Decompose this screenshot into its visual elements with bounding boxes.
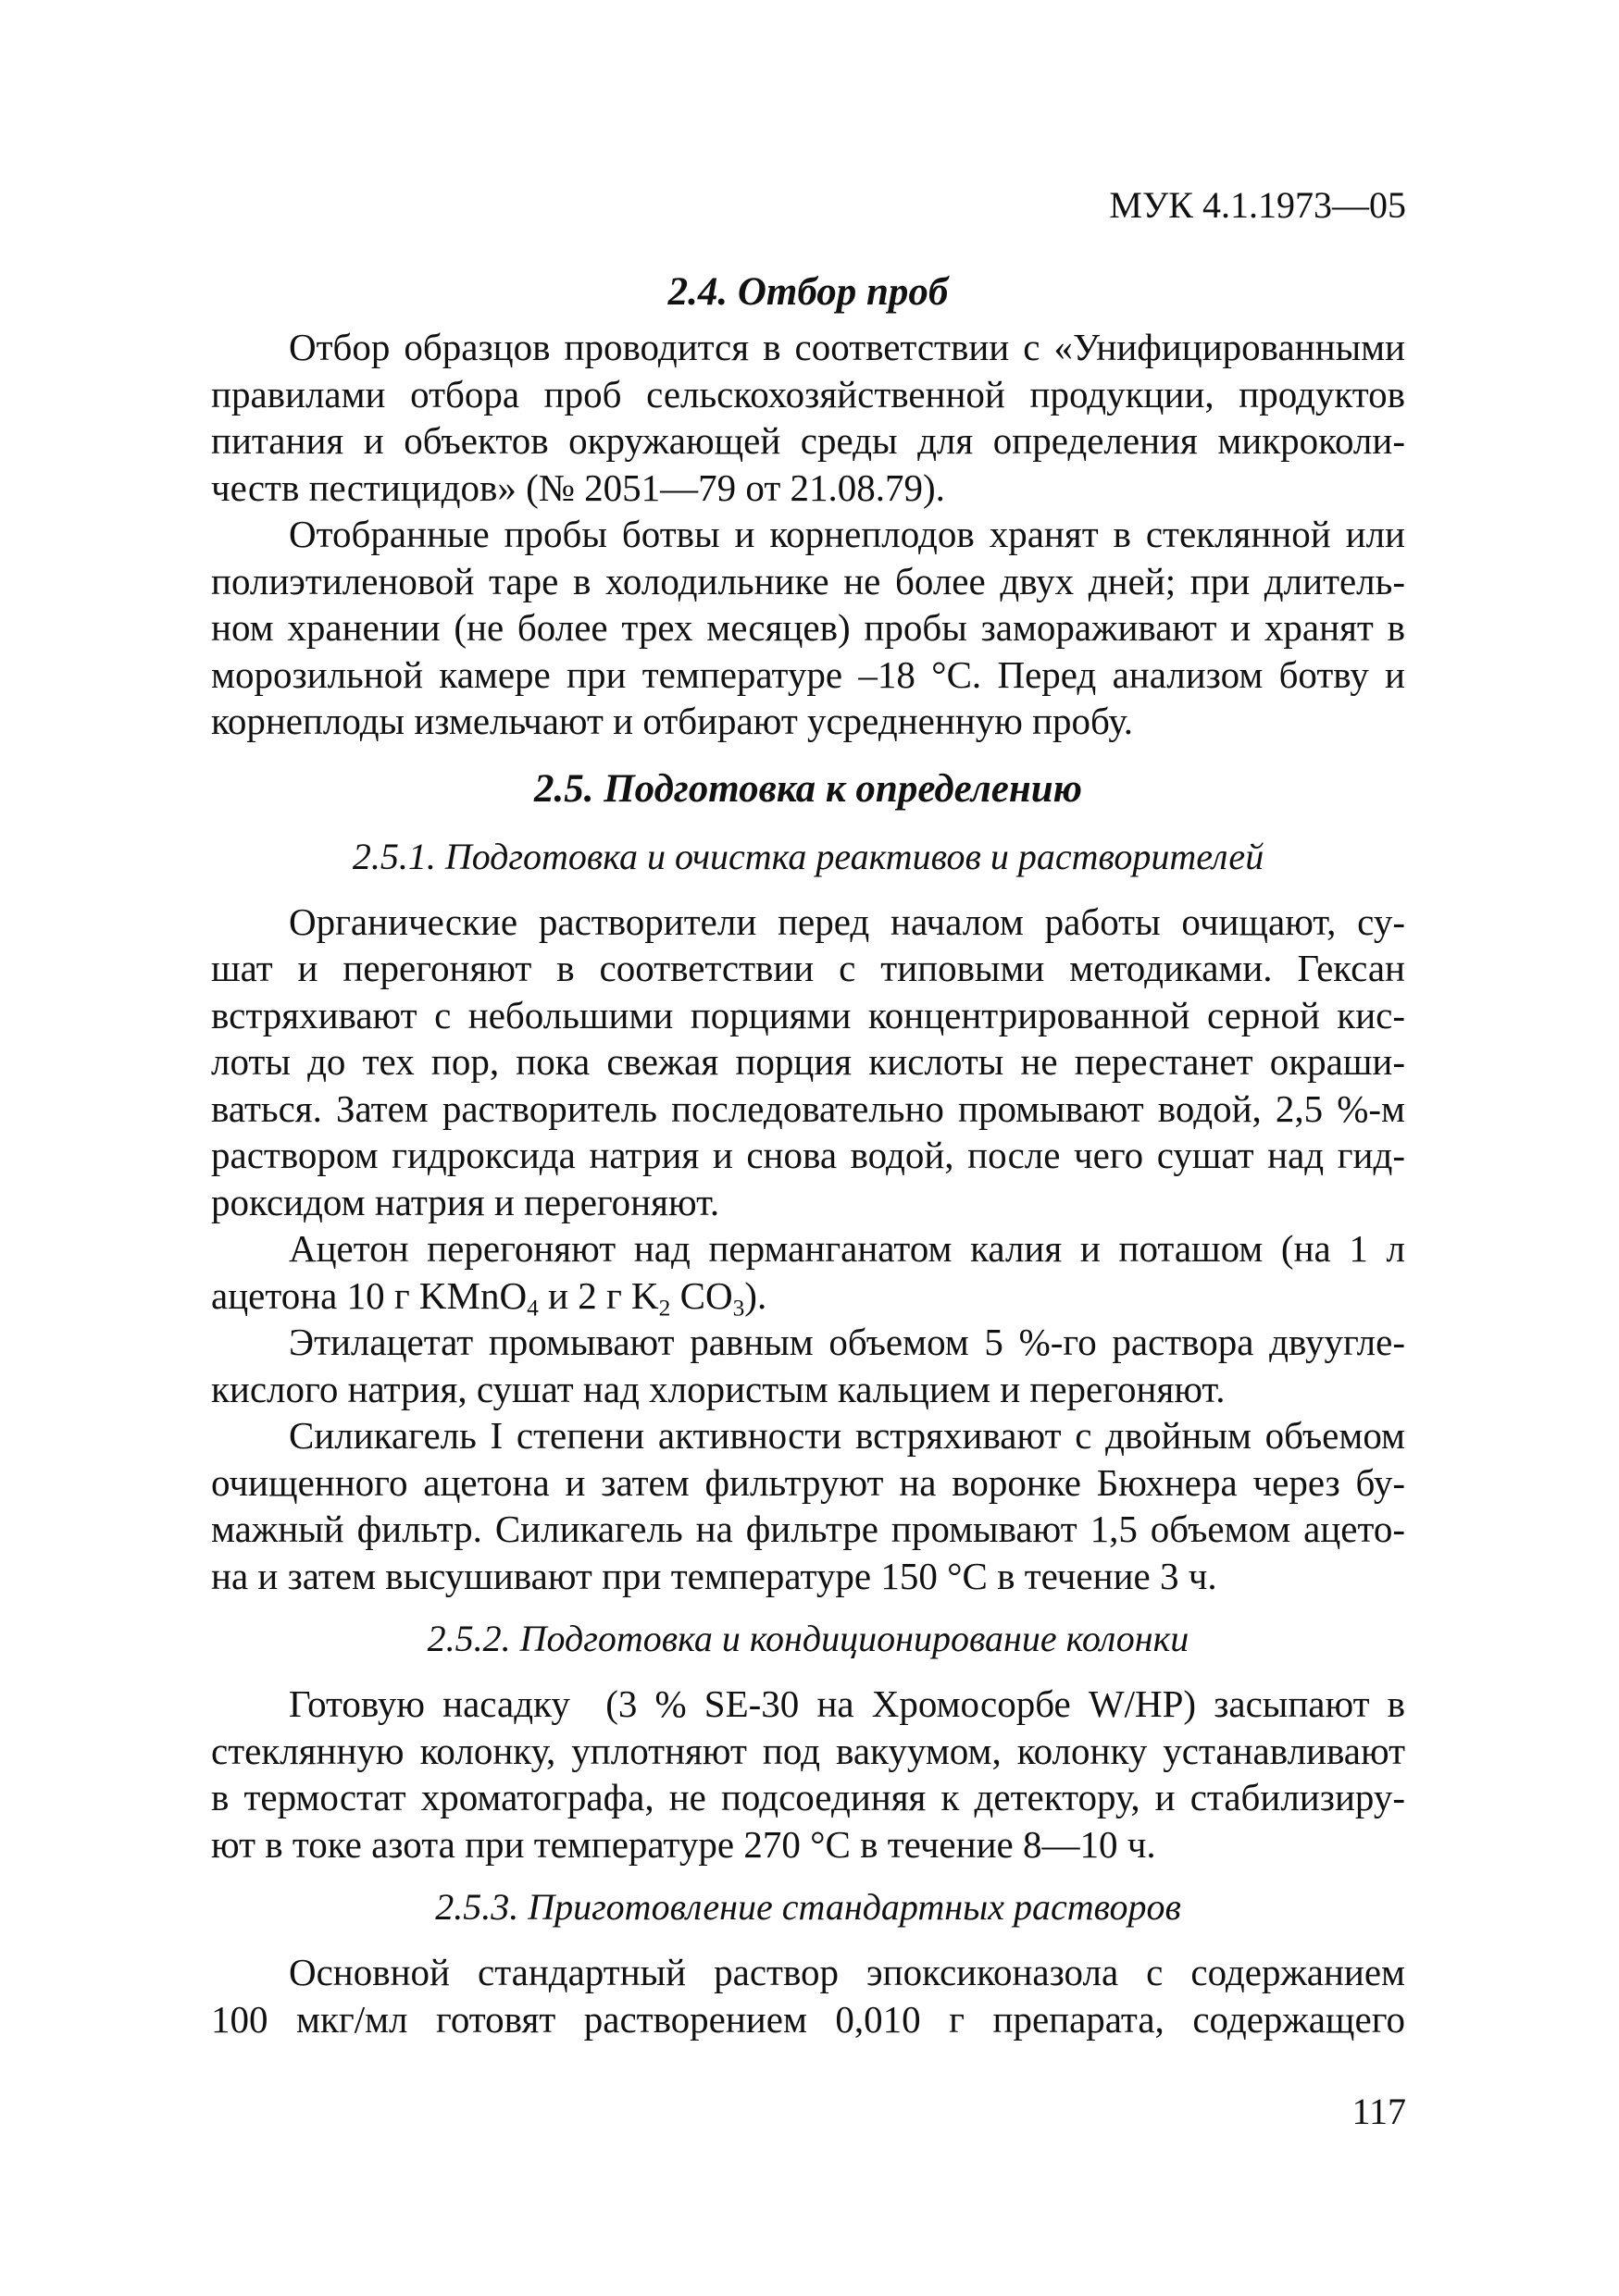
subsection-2-5-1-paragraph-2 — [211, 1225, 1405, 1322]
subsection-2-5-1-title: 2.5.1. Подготовка и очистка реактивов и растворителей — [352, 835, 1264, 877]
section-2-4-title: 2.4. Отбор проб — [667, 270, 949, 314]
text-line: Этилацетат промывают равным объемом 5 %-го раствора двуугле- — [289, 1321, 1405, 1363]
subsection-2-5-2-title: 2.5.2. Подготовка и кондиционирование колонки — [427, 1618, 1189, 1659]
text-line: полиэтиленовой таре в холодильнике не более двух дней; при длитель- — [211, 559, 1405, 602]
text-line: питания и объектов окружающей среды для определения микроколи- — [211, 419, 1405, 462]
section-2-5-title: 2.5. Подготовка к определению — [533, 766, 1083, 811]
subscript: 4 — [527, 1295, 539, 1322]
text-line: корнеплоды измельчают и отбирают усредненную пробу. — [211, 700, 1133, 742]
subsection-2-5-1-paragraph-3 — [211, 1319, 1405, 1412]
text-run: ). — [744, 1273, 767, 1317]
subsection-2-5-3-paragraph-1 — [211, 1949, 1405, 2042]
subsection-2-5-3-title: 2.5.3. Приготовление стандартных растворов — [435, 1886, 1181, 1928]
text-line: морозильной камере при температуре –18 °С. Перед анализом ботву и — [211, 652, 1405, 696]
text-line: шат и перегоняют в соответствии с типовыми методиками. Гексан — [211, 947, 1405, 989]
text-run: и 2 г K — [538, 1273, 659, 1317]
text-line: ваться. Затем растворитель последовательно промывают водой, 2,5 %-м — [211, 1086, 1405, 1130]
text-line: встряхивают с небольшими порциями концентрированной серной кис- — [211, 993, 1405, 1036]
text-run: CO — [670, 1273, 733, 1317]
text-line: Основной стандартный раствор эпоксиконазола с содержанием — [289, 1951, 1405, 1993]
page-number: 117 — [1351, 2091, 1406, 2132]
section-2-4-paragraph-2 — [211, 511, 1405, 745]
subsection-2-5-2-paragraph-1 — [211, 1681, 1405, 1868]
text-line: Органические растворители перед началом работы очищают, су- — [289, 900, 1405, 943]
text-line: на и затем высушивают при температуре 150 °С в течение 3 ч. — [211, 1554, 1217, 1597]
text-line: Силикагель I степени активности встряхивают с двойным объемом — [289, 1414, 1405, 1457]
text-line: Готовую насадку (3 % SE-30 на Хромосорбе W/HP) засыпают в — [289, 1682, 1405, 1725]
formula-line — [211, 1272, 1405, 1320]
text-line: ном хранении (не более трех месяцев) пробы замораживают и хранят в — [211, 606, 1405, 649]
subsection-2-5-1-paragraph-1 — [211, 899, 1405, 1226]
document-code: МУК 4.1.1973—05 — [1109, 184, 1406, 226]
text-line: правилами отбора проб сельскохозяйственной продукции, продуктов — [211, 372, 1405, 416]
text-line: раствором гидроксида натрия и снова водой, после чего сушат над гид- — [211, 1134, 1405, 1176]
text-line: очищенного ацетона и затем фильтруют на воронке Бюхнера через бу- — [211, 1460, 1405, 1504]
text-run: ацетона 10 г KMnO — [211, 1273, 528, 1317]
text-line: стеклянную колонку, уплотняют под вакуумом, колонку устанавливают — [211, 1729, 1405, 1772]
text-line: ют в токе азота при температуре 270 °С в течение 8—10 ч. — [211, 1822, 1156, 1866]
text-line: в термостат хроматографа, не подсоединяя к детектору, и стабилизиру- — [211, 1776, 1405, 1818]
text-line: кислого натрия, сушат над хлористым кальцием и перегоняют. — [211, 1367, 1226, 1410]
subsection-2-5-1-paragraph-4 — [211, 1412, 1405, 1599]
text-line: Ацетон перегоняют над перманганатом калия и поташом (на 1 л — [289, 1227, 1405, 1270]
text-line: 100 мкг/мл готовят растворением 0,010 г препарата, содержащего — [211, 1997, 1405, 2041]
section-2-4-paragraph-1 — [211, 324, 1405, 511]
page-content — [211, 268, 1405, 2042]
text-line: Отобранные пробы ботвы и корнеплодов хранят в стеклянной или — [289, 513, 1405, 555]
subscript: 3 — [732, 1295, 745, 1322]
subscript: 2 — [658, 1295, 671, 1322]
text-line: мажный фильтр. Силикагель на фильтре промывают 1,5 объемом ацето- — [211, 1508, 1405, 1550]
text-line: лоты до тех пор, пока свежая порция кислоты не перестанет окраши- — [211, 1040, 1405, 1083]
text-line: честв пестицидов» (№ 2051—79 от 21.08.79). — [211, 465, 945, 509]
text-line: роксидом натрия и перегоняют. — [211, 1180, 720, 1223]
text-line: Отбор образцов проводится в соответствии с «Унифицированными — [289, 326, 1405, 368]
